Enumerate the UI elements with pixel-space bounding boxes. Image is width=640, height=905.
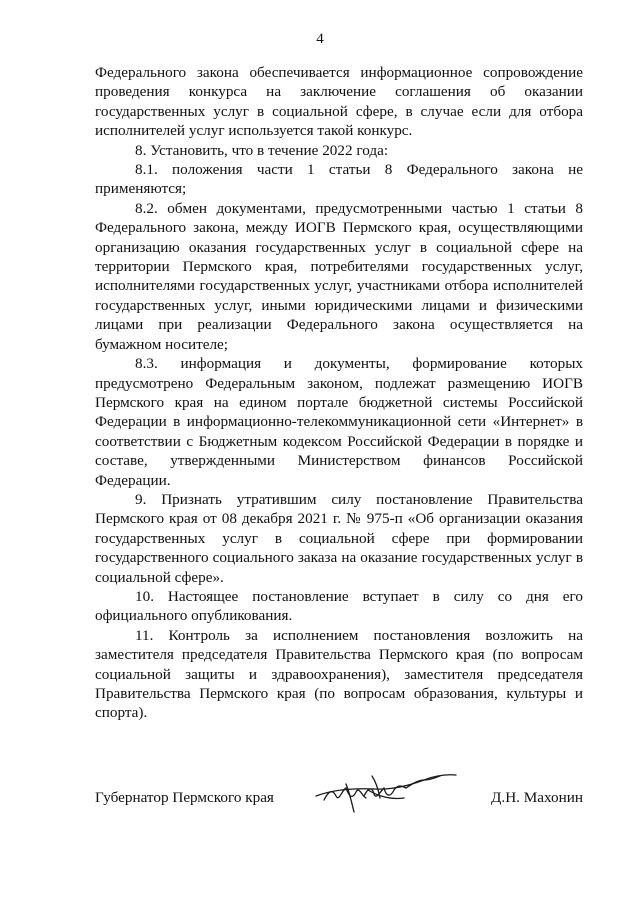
paragraph-10: 10. Настоящее постановление вступает в силу со дня его официального опубликования. [95,587,583,625]
document-body [95,63,583,723]
paragraph-8-3: 8.3. информация и документы, формирование которых предусмотрено Федеральным законом, подлежат размещению ИОГВ Пермского края на едином портале бюджетной системы Российской Федерации в информационно-телекоммуникационной сети «Интернет» в соответствии с Бюджетным кодексом Российской Федерации в порядке и составе, утвержденными Министерством финансов Российской Федерации. [95,355,583,489]
paragraph-8: 8. Установить, что в течение 2022 года: [135,141,389,159]
paragraph-9: 9. Признать утратившим силу постановление Правительства Пермского края от 08 декабря 2021 г. № 975-п «Об организации оказания государственных услуг в социальной сфере при формировании государственного социального заказа на оказание государственных услуг в социальной сфере». [95,490,583,586]
signatory-title: Губернатор Пермского края [95,789,274,806]
paragraph-11: 11. Контроль за исполнением постановления возложить на заместителя председателя Правительства Пермского края (по вопросам социальной защиты и здравоохранения), заместителя председателя Правительства Пермского края (по вопросам образования, культуры и спорта). [95,626,583,722]
paragraph-8-2: 8.2. обмен документами, предусмотренными частью 1 статьи 8 Федерального закона, между ИОГВ Пермского края, осуществляющими организацию оказания государственных услуг в социальной сфере на территории Пермского края, потребителями государственных услуг, исполнителями государственных услуг, участниками отбора исполнителей государственных услуг, иными юридическими лицами и физическими лицами при реализации Федерального закона осуществляется на бумажном носителе; [95,199,583,353]
signatory-name: Д.Н. Махонин [491,789,583,806]
paragraph-8-1: 8.1. положения части 1 статьи 8 Федерального закона не применяются; [95,161,583,198]
page-number: 4 [316,31,324,47]
handwritten-signature [312,766,462,816]
paragraph-continuation: Федерального закона обеспечивается информационное сопровождение проведения конкурса на заключение соглашения об оказании государственных услуг в социальной сфере, в случае если для отбора исполнителей услуг используется такой конкурс. [95,64,583,140]
